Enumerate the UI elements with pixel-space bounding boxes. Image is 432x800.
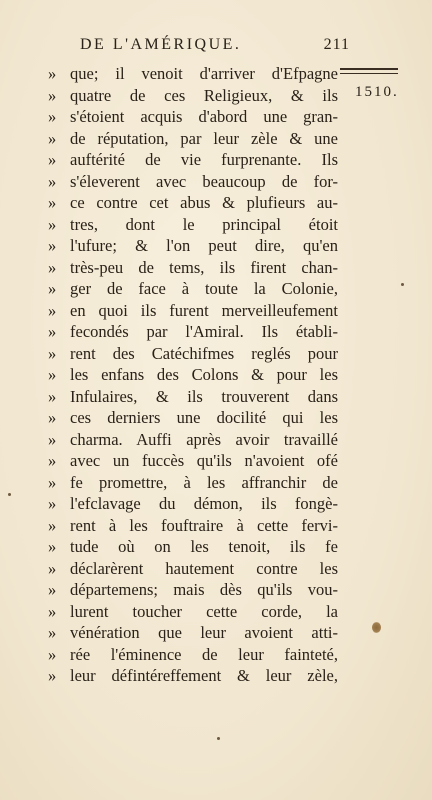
line-text: lurent toucher cette corde, la [70,601,338,621]
quotation-mark: » [48,666,57,685]
quotation-mark: » [48,279,57,298]
line-text: fecondés par l'Amiral. Ils établi- [70,322,338,341]
line-text: rée l'éminence de leur fainteté, [70,644,338,664]
quotation-mark: » [48,472,57,492]
quotation-mark: » [48,300,57,320]
text-line [48,407,338,429]
line-text: rent à les fouftraire à cette fervi- [70,515,338,535]
line-text: ce contre cet abus & plufieurs au- [70,193,338,212]
text-line [48,235,338,257]
line-text: leur défintéreffement & leur zèle, [70,666,338,685]
line-text: en quoi ils furent merveilleufement [70,300,338,320]
text-line [48,386,338,408]
text-line [48,192,338,214]
text-line [48,300,338,322]
quotation-mark: » [48,623,57,642]
quotation-mark: » [48,451,57,470]
quotation-mark: » [48,494,57,513]
text-line [48,665,338,687]
text-line [48,644,338,666]
quotation-mark: » [48,150,57,169]
margin-rule [340,68,398,74]
quotation-mark: » [48,408,57,427]
quotation-mark: » [48,171,57,191]
quotation-mark: » [48,257,57,277]
margin-year-note: 1510. [355,84,399,100]
quotation-mark: » [48,644,57,664]
text-line [48,472,338,494]
line-text: ces derniers une docilité qui les [70,408,338,427]
line-text: auftérité de vie furprenante. Ils [70,150,338,169]
line-text: les enfans des Colons & pour les [70,365,338,384]
line-text: avec un fuccès qu'ils n'avoient ofé [70,451,338,470]
quotation-mark: » [48,236,57,255]
quotation-mark: » [48,64,57,83]
line-text: Infulaires, & ils trouverent dans [70,386,338,406]
quotation-mark: » [48,343,57,363]
text-line [48,364,338,386]
text-line [48,515,338,537]
line-text: l'ufure; & l'on peut dire, qu'en [70,236,338,255]
line-text: tres, dont le principal étoit [70,214,338,234]
text-line [48,450,338,472]
line-text: ger de face à toute la Colonie, [70,279,338,298]
text-line [48,558,338,580]
text-line [48,622,338,644]
line-text: départemens; mais dès qu'ils vou- [70,580,338,599]
text-line [48,343,338,365]
quotation-mark: » [48,322,57,341]
line-text: s'éleverent avec beaucoup de for- [70,171,338,191]
line-text: fe promettre, à les affranchir de [70,472,338,492]
text-line [48,278,338,300]
quotation-mark: » [48,580,57,599]
line-text: vénération que leur avoient atti- [70,623,338,642]
line-text: déclarèrent hautement contre les [70,558,338,578]
quotation-mark: » [48,515,57,535]
text-line [48,579,338,601]
text-line [48,214,338,236]
ink-speck [401,283,404,286]
running-title: DE L'AMÉRIQUE. [80,36,242,53]
quotation-mark: » [48,107,57,126]
quotation-mark: » [48,193,57,212]
quotation-mark: » [48,128,57,148]
foxing-spot [372,622,381,633]
quotation-mark: » [48,558,57,578]
line-text: l'efclavage du démon, ils fongè- [70,494,338,513]
text-line [48,257,338,279]
text-line [48,171,338,193]
quotation-mark: » [48,386,57,406]
text-line [48,536,338,558]
page-number: 211 [323,36,350,53]
line-text: que; il venoit d'arriver d'Efpagne [70,64,338,83]
text-line [48,601,338,623]
text-line [48,63,338,85]
quotation-mark: » [48,429,57,449]
text-line [48,321,338,343]
text-line [48,493,338,515]
line-text: s'étoient acquis d'abord une gran- [70,107,338,126]
quotation-mark: » [48,214,57,234]
line-text: de réputation, par leur zèle & une [70,128,338,148]
quotation-mark: » [48,537,57,556]
text-line [48,85,338,107]
line-text: tude où on les tenoit, ils fe [70,537,338,556]
quotation-mark: » [48,85,57,105]
text-line [48,106,338,128]
ink-speck [217,737,220,740]
quotation-mark: » [48,365,57,384]
body-text [48,63,338,687]
ink-speck [8,493,11,496]
line-text: quatre de ces Religieux, & ils [70,85,338,105]
text-line [48,149,338,171]
line-text: très-peu de tems, ils firent chan- [70,257,338,277]
text-line [48,128,338,150]
text-line [48,429,338,451]
quotation-mark: » [48,601,57,621]
line-text: charma. Auffi après avoir travaillé [70,429,338,449]
line-text: rent des Catéchifmes reglés pour [70,343,338,363]
